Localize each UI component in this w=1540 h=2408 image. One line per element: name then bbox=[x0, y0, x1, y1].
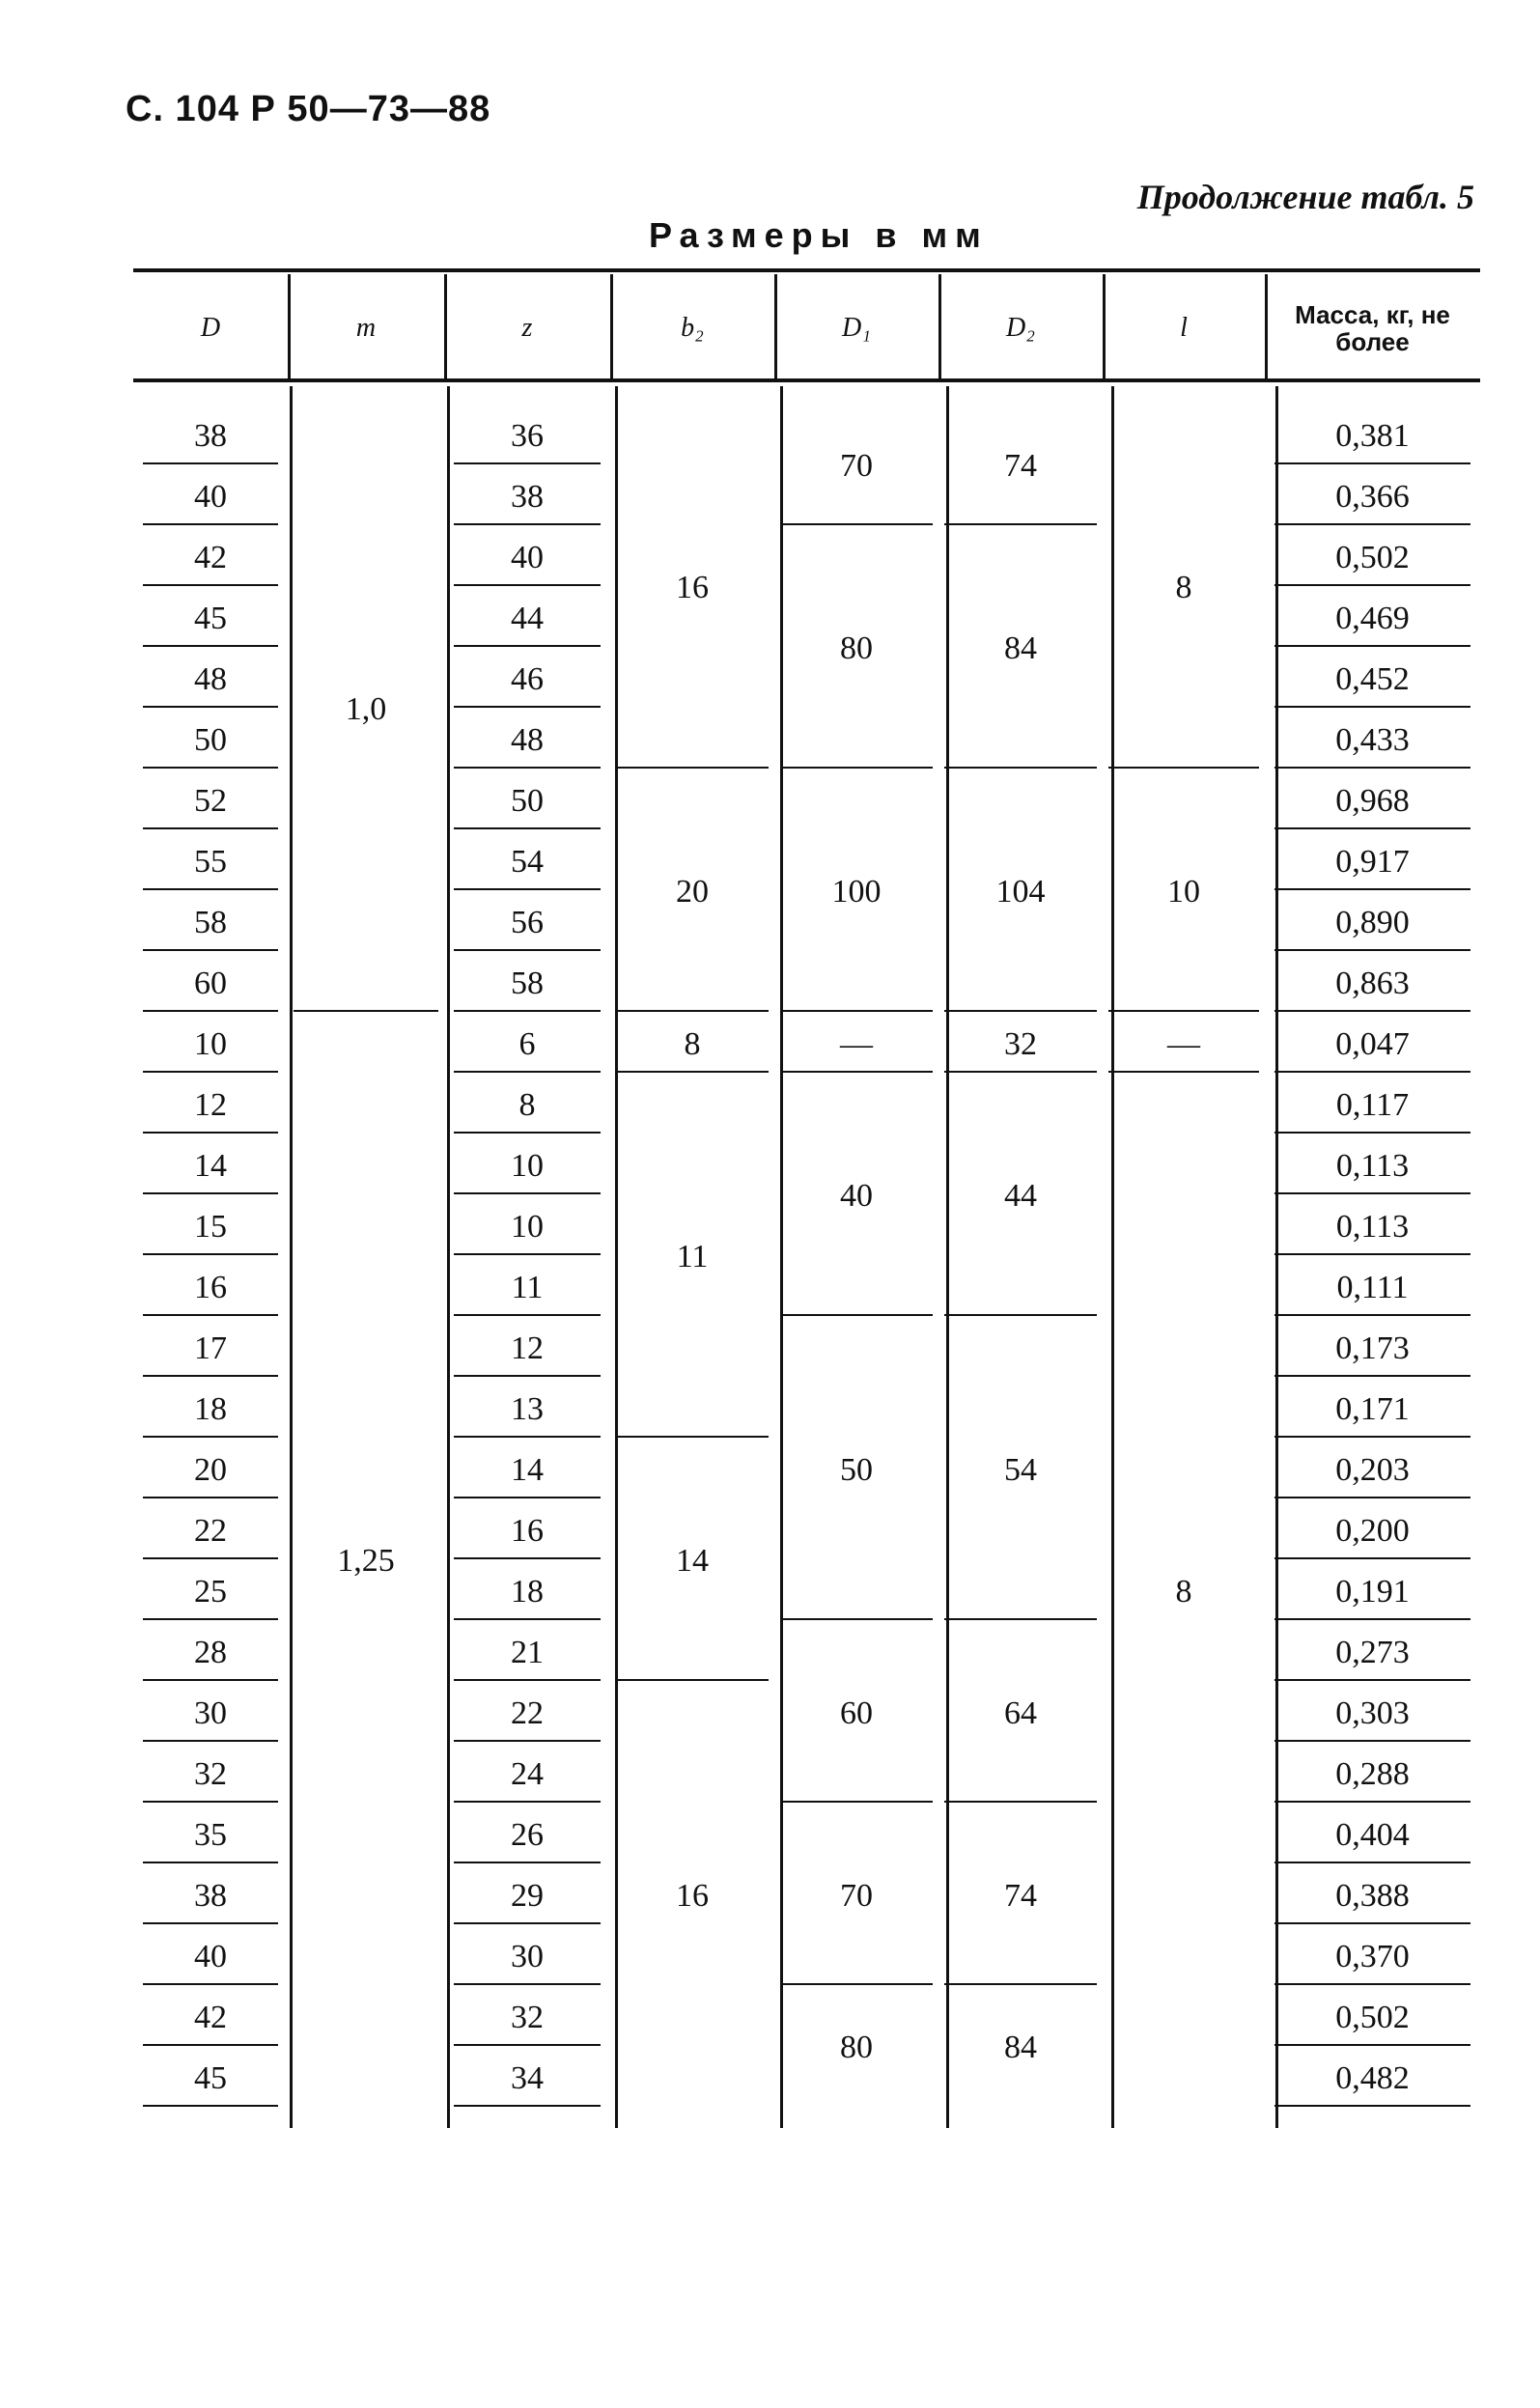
group-rule bbox=[616, 1010, 769, 1012]
cell-z: 54 bbox=[511, 843, 544, 880]
cell-d1-merged: 60 bbox=[840, 1694, 873, 1731]
cell-z: 46 bbox=[511, 660, 544, 697]
cell-z: 40 bbox=[511, 539, 544, 575]
cell-z: 29 bbox=[511, 1877, 544, 1914]
cell-d2-merged: 44 bbox=[1004, 1178, 1037, 1214]
cell-b2-merged: 16 bbox=[676, 1877, 709, 1914]
table-continuation-label: Продолжение табл. 5 bbox=[1136, 178, 1474, 216]
row-rule bbox=[454, 1375, 601, 1377]
header-m: m bbox=[355, 313, 377, 343]
group-rule bbox=[780, 1010, 933, 1012]
cell-l-merged: 8 bbox=[1175, 1573, 1192, 1610]
cell-d: 48 bbox=[194, 660, 227, 697]
row-rule bbox=[454, 827, 601, 829]
row-rule bbox=[1274, 888, 1470, 890]
row-rule bbox=[454, 1192, 601, 1194]
column-divider bbox=[938, 274, 941, 378]
cell-mass: 0,047 bbox=[1335, 1025, 1410, 1062]
cell-d: 55 bbox=[194, 843, 227, 880]
cell-mass: 0,890 bbox=[1335, 904, 1410, 940]
cell-z: 13 bbox=[511, 1390, 544, 1427]
row-rule bbox=[454, 1132, 601, 1134]
cell-z: 22 bbox=[511, 1694, 544, 1731]
header-d1: D₁ bbox=[842, 313, 871, 343]
cell-mass: 0,113 bbox=[1335, 1208, 1410, 1245]
cell-mass: 0,502 bbox=[1335, 1999, 1410, 2035]
cell-d: 35 bbox=[194, 1816, 227, 1853]
cell-z: 34 bbox=[511, 2059, 544, 2096]
cell-mass: 0,173 bbox=[1335, 1330, 1410, 1366]
row-rule bbox=[143, 1983, 278, 1985]
cell-mass: 0,452 bbox=[1335, 660, 1410, 697]
row-rule bbox=[454, 2105, 601, 2107]
cell-z: 18 bbox=[511, 1573, 544, 1610]
cell-mass: 0,502 bbox=[1335, 539, 1410, 575]
column-divider bbox=[1265, 274, 1268, 378]
cell-z: 50 bbox=[511, 782, 544, 819]
header-bottom-rule bbox=[133, 378, 1480, 382]
row-rule bbox=[454, 1314, 601, 1316]
row-rule bbox=[454, 1497, 601, 1498]
row-rule bbox=[143, 827, 278, 829]
row-rule bbox=[1274, 523, 1470, 525]
row-rule bbox=[454, 1740, 601, 1742]
row-rule bbox=[1274, 767, 1470, 769]
row-rule bbox=[454, 1253, 601, 1255]
row-rule bbox=[454, 584, 601, 586]
cell-d2-merged: 104 bbox=[995, 874, 1046, 910]
cell-z: 6 bbox=[518, 1025, 536, 1062]
cell-m-merged: 1,25 bbox=[337, 1543, 395, 1579]
row-rule bbox=[1274, 645, 1470, 647]
group-rule bbox=[780, 1314, 933, 1316]
cell-b2-merged: 11 bbox=[676, 1239, 709, 1274]
row-rule bbox=[1274, 1983, 1470, 1985]
row-rule bbox=[143, 584, 278, 586]
cell-d: 58 bbox=[194, 904, 227, 940]
row-rule bbox=[1274, 706, 1470, 708]
row-rule bbox=[1274, 1071, 1470, 1073]
cell-mass: 0,863 bbox=[1335, 965, 1410, 1001]
group-rule bbox=[1108, 1010, 1259, 1012]
row-rule bbox=[454, 767, 601, 769]
cell-d: 38 bbox=[194, 417, 227, 454]
cell-z: 44 bbox=[511, 600, 544, 636]
cell-z: 21 bbox=[511, 1634, 544, 1670]
column-divider bbox=[444, 274, 447, 378]
cell-d1-merged: 70 bbox=[840, 448, 873, 484]
cell-z: 56 bbox=[511, 904, 544, 940]
cell-d: 38 bbox=[194, 1877, 227, 1914]
cell-z: 32 bbox=[511, 1999, 544, 2035]
column-divider bbox=[774, 274, 777, 378]
group-rule bbox=[944, 1618, 1097, 1620]
cell-mass: 0,917 bbox=[1335, 843, 1410, 880]
row-rule bbox=[454, 1071, 601, 1073]
group-rule bbox=[944, 1983, 1097, 1985]
cell-d: 10 bbox=[194, 1025, 227, 1062]
cell-d1-merged: 100 bbox=[831, 874, 882, 910]
cell-z: 10 bbox=[511, 1208, 544, 1245]
cell-d2-merged: 74 bbox=[1004, 448, 1037, 484]
cell-z: 26 bbox=[511, 1816, 544, 1853]
row-rule bbox=[143, 1010, 278, 1012]
row-rule bbox=[143, 888, 278, 890]
row-rule bbox=[143, 767, 278, 769]
row-rule bbox=[143, 1436, 278, 1438]
row-rule bbox=[1274, 1740, 1470, 1742]
cell-z: 11 bbox=[511, 1269, 544, 1305]
row-rule bbox=[143, 1679, 278, 1681]
cell-d: 22 bbox=[194, 1512, 227, 1549]
row-rule bbox=[454, 1010, 601, 1012]
cell-mass: 0,200 bbox=[1335, 1512, 1410, 1549]
row-rule bbox=[454, 706, 601, 708]
row-rule bbox=[454, 949, 601, 951]
column-divider bbox=[288, 274, 291, 378]
cell-d1-merged: 80 bbox=[840, 2030, 873, 2065]
column-divider bbox=[610, 274, 613, 378]
cell-b2-merged: 20 bbox=[676, 874, 709, 910]
cell-mass: 0,117 bbox=[1335, 1086, 1410, 1123]
header-d2: D₂ bbox=[1006, 313, 1035, 343]
group-rule bbox=[780, 1071, 933, 1073]
row-rule bbox=[454, 888, 601, 890]
cell-mass: 0,388 bbox=[1335, 1877, 1410, 1914]
group-rule bbox=[944, 767, 1097, 769]
row-rule bbox=[143, 645, 278, 647]
row-rule bbox=[1274, 2105, 1470, 2107]
row-rule bbox=[143, 1253, 278, 1255]
cell-mass: 0,171 bbox=[1335, 1390, 1410, 1427]
header-mass: Масса, кг, не более bbox=[1295, 300, 1450, 356]
page-header: С. 104 Р 50—73—88 bbox=[126, 89, 491, 129]
group-rule bbox=[616, 767, 769, 769]
cell-d: 60 bbox=[194, 965, 227, 1001]
cell-d2-merged: 32 bbox=[1004, 1025, 1037, 1062]
cell-b2-merged: 14 bbox=[676, 1543, 709, 1579]
cell-mass: 0,381 bbox=[1335, 417, 1410, 454]
cell-mass: 0,404 bbox=[1335, 1816, 1410, 1853]
cell-mass: 0,273 bbox=[1335, 1634, 1410, 1670]
cell-d2-merged: 74 bbox=[1004, 1877, 1037, 1914]
row-rule bbox=[143, 523, 278, 525]
group-rule bbox=[780, 523, 933, 525]
row-rule bbox=[143, 1862, 278, 1863]
header-l: l bbox=[1180, 313, 1188, 343]
cell-d: 42 bbox=[194, 539, 227, 575]
group-rule bbox=[780, 1983, 933, 1985]
row-rule bbox=[1274, 1862, 1470, 1863]
row-rule bbox=[143, 462, 278, 464]
row-rule bbox=[143, 1922, 278, 1924]
row-rule bbox=[1274, 1253, 1470, 1255]
row-rule bbox=[1274, 584, 1470, 586]
cell-d: 45 bbox=[194, 2059, 227, 2096]
row-rule bbox=[143, 1801, 278, 1803]
cell-mass: 0,433 bbox=[1335, 721, 1410, 758]
row-rule bbox=[454, 1801, 601, 1803]
group-rule bbox=[1108, 1071, 1259, 1073]
units-caption: Размеры в мм bbox=[649, 215, 989, 255]
row-rule bbox=[454, 462, 601, 464]
cell-d: 15 bbox=[194, 1208, 227, 1245]
row-rule bbox=[454, 645, 601, 647]
row-rule bbox=[1274, 827, 1470, 829]
group-rule bbox=[616, 1436, 769, 1438]
cell-d: 20 bbox=[194, 1451, 227, 1488]
cell-z: 14 bbox=[511, 1451, 544, 1488]
cell-z: 36 bbox=[511, 417, 544, 454]
cell-mass: 0,111 bbox=[1336, 1269, 1409, 1305]
group-rule bbox=[944, 523, 1097, 525]
cell-d1-merged: 70 bbox=[840, 1877, 873, 1914]
cell-d: 50 bbox=[194, 721, 227, 758]
header-d: D bbox=[200, 313, 221, 343]
group-rule bbox=[944, 1071, 1097, 1073]
cell-m-merged: 1,0 bbox=[345, 691, 387, 727]
column-divider bbox=[1103, 274, 1106, 378]
cell-z: 12 bbox=[511, 1330, 544, 1366]
cell-mass: 0,203 bbox=[1335, 1451, 1410, 1488]
row-rule bbox=[454, 2044, 601, 2046]
cell-z: 10 bbox=[511, 1147, 544, 1184]
row-rule bbox=[454, 1436, 601, 1438]
row-rule bbox=[143, 1618, 278, 1620]
cell-l-merged: 10 bbox=[1167, 874, 1200, 910]
row-rule bbox=[143, 1132, 278, 1134]
row-rule bbox=[1274, 1497, 1470, 1498]
cell-mass: 0,288 bbox=[1335, 1755, 1410, 1792]
row-rule bbox=[1274, 1557, 1470, 1559]
column-divider bbox=[290, 386, 293, 2128]
row-rule bbox=[143, 1192, 278, 1194]
table-top-rule bbox=[133, 268, 1480, 272]
cell-mass: 0,482 bbox=[1335, 2059, 1410, 2096]
cell-z: 8 bbox=[518, 1086, 536, 1123]
row-rule bbox=[1274, 1375, 1470, 1377]
cell-mass: 0,366 bbox=[1335, 478, 1410, 515]
cell-d: 52 bbox=[194, 782, 227, 819]
cell-d: 40 bbox=[194, 478, 227, 515]
cell-d1-merged: 50 bbox=[840, 1451, 873, 1488]
group-rule bbox=[780, 767, 933, 769]
cell-d: 16 bbox=[194, 1269, 227, 1305]
header-z: z bbox=[521, 313, 533, 343]
cell-z: 16 bbox=[511, 1512, 544, 1549]
row-rule bbox=[1274, 1618, 1470, 1620]
row-rule bbox=[1274, 1192, 1470, 1194]
row-rule bbox=[454, 1862, 601, 1863]
row-rule bbox=[143, 1740, 278, 1742]
cell-d: 14 bbox=[194, 1147, 227, 1184]
cell-d: 17 bbox=[194, 1330, 227, 1366]
group-rule bbox=[294, 1010, 438, 1012]
group-rule bbox=[944, 1801, 1097, 1803]
cell-z: 30 bbox=[511, 1938, 544, 1974]
cell-d: 12 bbox=[194, 1086, 227, 1123]
cell-d: 30 bbox=[194, 1694, 227, 1731]
row-rule bbox=[1274, 1922, 1470, 1924]
cell-mass: 0,191 bbox=[1335, 1573, 1410, 1610]
cell-d: 40 bbox=[194, 1938, 227, 1974]
row-rule bbox=[143, 1314, 278, 1316]
cell-d2-merged: 64 bbox=[1004, 1694, 1037, 1731]
row-rule bbox=[143, 2105, 278, 2107]
cell-mass: 0,968 bbox=[1335, 782, 1410, 819]
row-rule bbox=[143, 1375, 278, 1377]
row-rule bbox=[1274, 462, 1470, 464]
cell-mass: 0,113 bbox=[1335, 1147, 1410, 1184]
cell-d: 18 bbox=[194, 1390, 227, 1427]
cell-d2-merged: 84 bbox=[1004, 630, 1037, 666]
cell-d: 45 bbox=[194, 600, 227, 636]
row-rule bbox=[1274, 1679, 1470, 1681]
cell-d1-merged: 80 bbox=[840, 630, 873, 666]
row-rule bbox=[143, 1071, 278, 1073]
cell-d1-merged: 40 bbox=[840, 1178, 873, 1214]
cell-z: 48 bbox=[511, 721, 544, 758]
row-rule bbox=[454, 1557, 601, 1559]
cell-l-merged: — bbox=[1167, 1025, 1200, 1062]
cell-d: 42 bbox=[194, 1999, 227, 2035]
cell-b2-merged: 16 bbox=[676, 570, 709, 605]
row-rule bbox=[454, 1679, 601, 1681]
row-rule bbox=[454, 1922, 601, 1924]
cell-z: 58 bbox=[511, 965, 544, 1001]
cell-z: 24 bbox=[511, 1755, 544, 1792]
group-rule bbox=[780, 1618, 933, 1620]
row-rule bbox=[454, 523, 601, 525]
group-rule bbox=[1108, 767, 1259, 769]
group-rule bbox=[616, 1071, 769, 1073]
cell-d: 32 bbox=[194, 1755, 227, 1792]
row-rule bbox=[1274, 1314, 1470, 1316]
group-rule bbox=[616, 1679, 769, 1681]
group-rule bbox=[944, 1010, 1097, 1012]
group-rule bbox=[944, 1314, 1097, 1316]
cell-b2-merged: 8 bbox=[684, 1025, 701, 1062]
cell-d: 28 bbox=[194, 1634, 227, 1670]
group-rule bbox=[780, 1801, 933, 1803]
row-rule bbox=[143, 1557, 278, 1559]
row-rule bbox=[143, 2044, 278, 2046]
row-rule bbox=[143, 949, 278, 951]
row-rule bbox=[143, 1497, 278, 1498]
cell-z: 38 bbox=[511, 478, 544, 515]
cell-mass: 0,469 bbox=[1335, 600, 1410, 636]
row-rule bbox=[1274, 2044, 1470, 2046]
cell-l-merged: 8 bbox=[1175, 570, 1192, 605]
cell-mass: 0,370 bbox=[1335, 1938, 1410, 1974]
cell-d: 25 bbox=[194, 1573, 227, 1610]
row-rule bbox=[1274, 1010, 1470, 1012]
header-b2: b₂ bbox=[681, 313, 704, 343]
row-rule bbox=[1274, 1132, 1470, 1134]
cell-d1-merged: — bbox=[840, 1025, 873, 1062]
row-rule bbox=[143, 706, 278, 708]
row-rule bbox=[1274, 949, 1470, 951]
row-rule bbox=[454, 1618, 601, 1620]
row-rule bbox=[1274, 1801, 1470, 1803]
cell-d2-merged: 54 bbox=[1004, 1451, 1037, 1488]
row-rule bbox=[454, 1983, 601, 1985]
row-rule bbox=[1274, 1436, 1470, 1438]
cell-mass: 0,303 bbox=[1335, 1694, 1410, 1731]
cell-d2-merged: 84 bbox=[1004, 2030, 1037, 2065]
